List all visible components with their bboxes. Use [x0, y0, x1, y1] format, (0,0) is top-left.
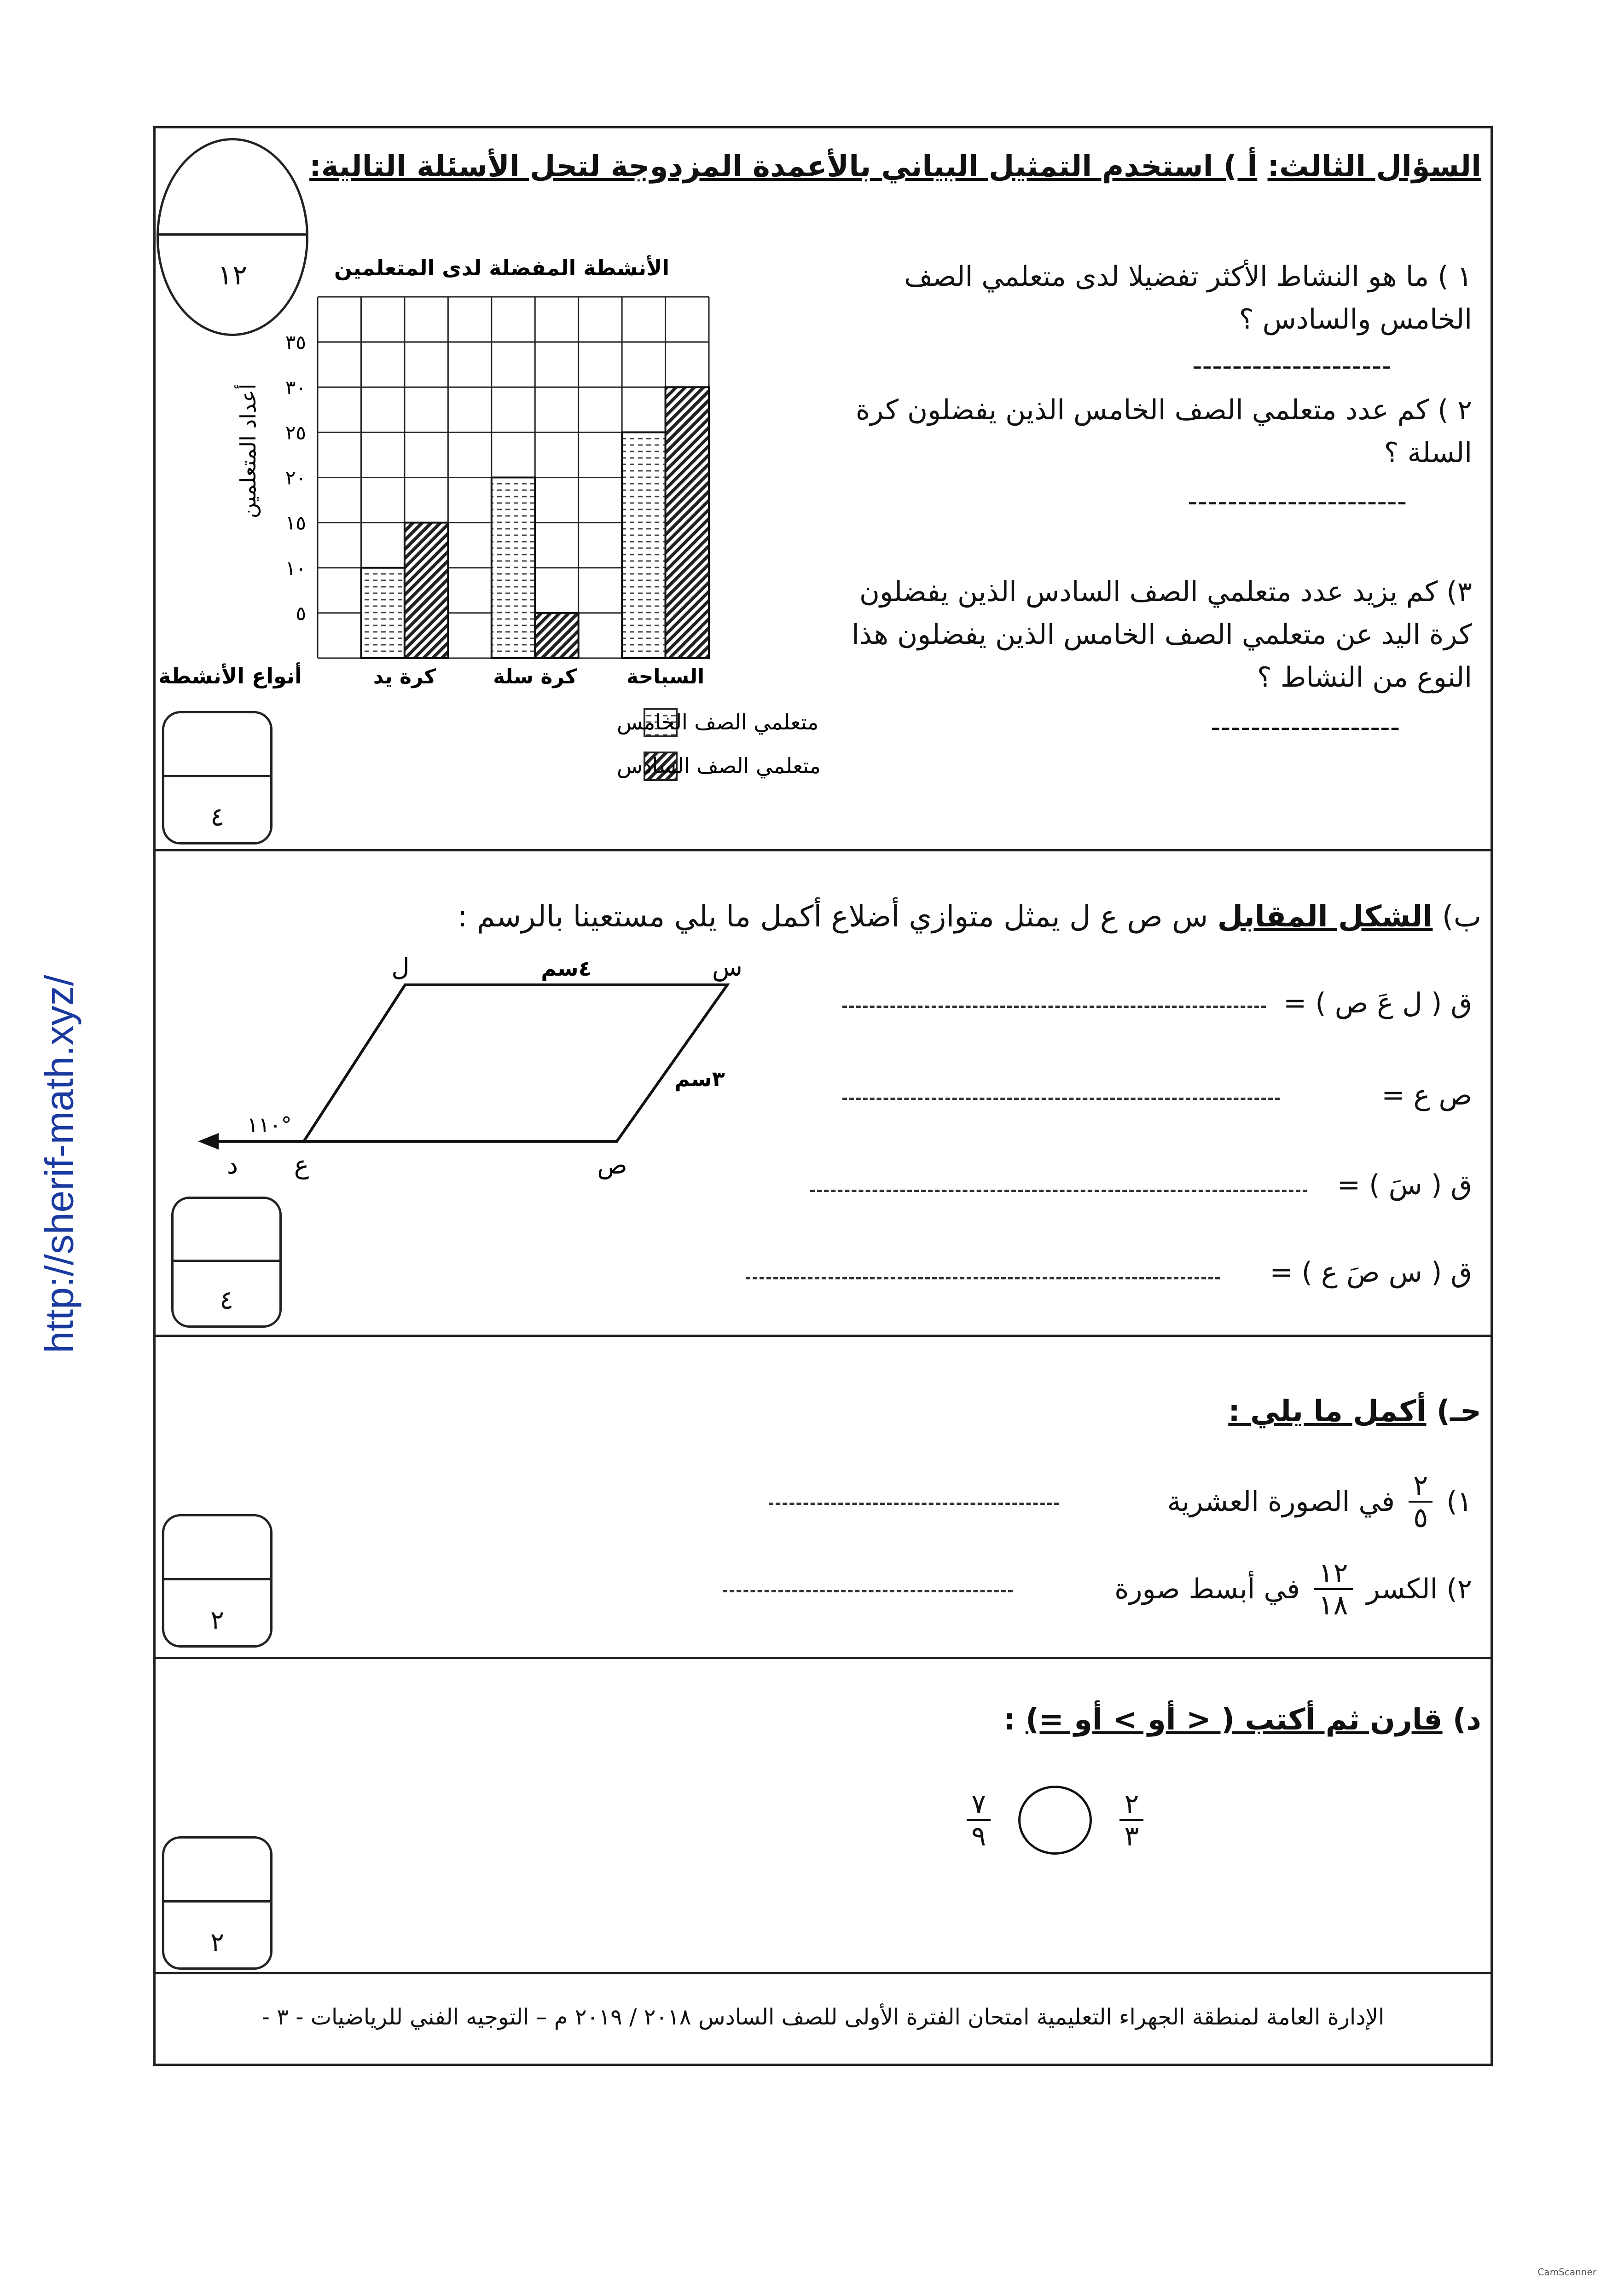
- answer-line-2[interactable]: ----------------------: [1188, 486, 1407, 518]
- chart-x-ticks: [373, 665, 704, 688]
- bar-fifth-0: [361, 568, 404, 658]
- fraction-numerator: ٢: [1409, 1470, 1433, 1503]
- part-b-text: س ص ع ل يمثل متوازي أضلاع أكمل ما يلي مستعينا بالرسم :: [457, 900, 1208, 934]
- total-score: ١٢: [217, 259, 248, 291]
- question-3: ٣) كم يزيد عدد متعلمي الصف السادس الذين يفضلون كرة اليد عن متعلمي الصف الخامس الذين يفضلون هذا النوع من النشاط ؟: [852, 576, 1472, 694]
- arrow-head: [198, 1133, 219, 1150]
- part-b-answer-3[interactable]: [810, 1190, 1307, 1192]
- fraction-numerator: ١٢: [1314, 1558, 1352, 1590]
- watermark-url[interactable]: http://sherif-math.xyz/: [37, 975, 82, 1353]
- part-c-score-box: [162, 1514, 273, 1648]
- chart-xlabel: أنواع الأنشطة: [158, 664, 302, 688]
- legend-label-sixth: متعلمي الصف السادس: [617, 753, 821, 778]
- part-c-score: ٢: [210, 1605, 225, 1635]
- y-tick-label: ١٠: [285, 556, 306, 579]
- y-tick-label: ٣٠: [285, 376, 306, 399]
- bar-sixth-1: [535, 613, 578, 658]
- part-d-heading: [1003, 1703, 1481, 1737]
- part-c-item-1-prefix: ١): [1446, 1486, 1472, 1518]
- part-b-title: الشكل المقابل: [1217, 900, 1433, 934]
- bar-sixth-0: [405, 523, 448, 658]
- part-c-item-1-text: في الصورة العشرية: [1167, 1486, 1395, 1518]
- vertex-s: س: [712, 953, 742, 982]
- part-b-item-4: ق ( س صَ ع ) =: [1270, 1256, 1472, 1289]
- part-c-item-2: [1114, 1558, 1472, 1620]
- part-a-score: ٤: [210, 802, 225, 832]
- part-c-title: أكمل ما يلي :: [1228, 1394, 1427, 1428]
- footer-text: الإدارة العامة لمنطقة الجهراء التعليمية امتحان الفترة الأولى للصف السادس ٢٠١٨ / ٢٠١٩ م – التوجيه الفني للرياضيات - ٣ -: [261, 2004, 1385, 2030]
- side-top-length: ٤سم: [541, 956, 592, 981]
- part-d-label: د): [1452, 1703, 1481, 1737]
- part-b-answer-2[interactable]: [842, 1098, 1280, 1100]
- q3-heading: السؤال الثالث:: [1267, 150, 1481, 184]
- comparison-circle[interactable]: [1018, 1786, 1092, 1855]
- divider-c: [153, 1657, 1493, 1659]
- x-tick-label: كرة يد: [373, 665, 436, 688]
- point-dal: د: [226, 1151, 238, 1180]
- part-c-answer-2[interactable]: [723, 1590, 1013, 1592]
- side-right-length: ٣سم: [674, 1066, 725, 1091]
- exterior-angle: ١١٠°: [247, 1112, 292, 1137]
- part-d-score: ٢: [210, 1927, 225, 1957]
- part-a-score-box: [162, 711, 273, 844]
- question-1: ١ ) ما هو النشاط الأكثر تفضيلا لدى متعلمي الصف الخامس والسادس ؟: [904, 260, 1472, 335]
- y-tick-label: ٢٥: [285, 421, 306, 444]
- part-b-item-2: ص ع =: [1381, 1079, 1472, 1111]
- part-c-item-1: [1167, 1470, 1472, 1533]
- q3-heading-line: [309, 150, 1481, 184]
- fraction-denominator: ٩: [971, 1820, 986, 1852]
- fraction-denominator: ٣: [1124, 1820, 1139, 1852]
- parallelogram-figure: [184, 948, 783, 1206]
- part-b-item-3: ق ( سَ ) =: [1337, 1169, 1472, 1201]
- part-b-answer-4[interactable]: [746, 1277, 1220, 1279]
- part-c-item-2-prefix: ٢) الكسر: [1366, 1573, 1472, 1605]
- chart-title: الأنشطة المفضلة لدى المتعلمين: [334, 255, 670, 280]
- part-b-item-1: ق ( ل عَ ص ) =: [1283, 987, 1472, 1019]
- part-c-heading: [1228, 1394, 1481, 1428]
- answer-line-3[interactable]: -------------------: [1211, 711, 1400, 743]
- bar-sixth-2: [666, 387, 709, 658]
- part-d-colon: :: [1003, 1703, 1015, 1737]
- x-tick-label: كرة سلة: [493, 665, 577, 688]
- part-c-item-2-text: في أبسط صورة: [1114, 1573, 1300, 1605]
- part-b-heading: [458, 900, 1481, 934]
- fraction-numerator: ٧: [967, 1789, 991, 1821]
- fraction-numerator: ٢: [1119, 1789, 1143, 1821]
- y-tick-label: ١٥: [285, 511, 306, 534]
- fraction-12-18: [1314, 1558, 1352, 1620]
- y-tick-label: ٥: [296, 601, 306, 625]
- question-2: ٢ ) كم عدد متعلمي الصف الخامس الذين يفضلون كرة السلة ؟: [855, 394, 1472, 469]
- vertex-sad: ص: [597, 1151, 627, 1180]
- vertex-ain: ع: [294, 1151, 309, 1180]
- chart-y-ticks: [285, 331, 306, 625]
- part-c-label: حـ): [1436, 1394, 1481, 1428]
- part-c-answer-1[interactable]: [769, 1503, 1059, 1505]
- y-tick-label: ٣٥: [285, 331, 306, 354]
- fraction-7-9: [967, 1789, 991, 1851]
- divider-b: [153, 1335, 1493, 1337]
- legend-label-fifth: متعلمي الصف الخامس: [617, 710, 819, 734]
- chart-ylabel: أعداد المتعلمين: [236, 383, 261, 519]
- part-b-score-box: [171, 1197, 282, 1328]
- divider-a: [153, 849, 1493, 851]
- part-d-title: قارن ثم أكتب ( < أو > أو =): [1025, 1703, 1443, 1737]
- x-tick-label: السباحة: [626, 665, 705, 688]
- answer-line-1[interactable]: --------------------: [1192, 350, 1392, 382]
- part-b-score: ٤: [219, 1285, 234, 1315]
- q3-heading-rest: أ ) استخدم التمثيل البياني بالأعمدة المزدوجة لتحل الأسئلة التالية:: [309, 150, 1258, 184]
- comparison-row: [967, 1786, 1143, 1855]
- part-b-answer-1[interactable]: [842, 1006, 1266, 1008]
- fraction-2-3: [1119, 1789, 1143, 1851]
- divider-d: [153, 1972, 1493, 1974]
- fraction-denominator: ٥: [1413, 1502, 1428, 1534]
- part-b-label: ب): [1442, 900, 1481, 934]
- vertex-l: ل: [391, 953, 410, 982]
- bar-fifth-1: [492, 478, 535, 659]
- scanner-note: CamScanner: [1537, 2267, 1596, 2278]
- part-d-score-box: [162, 1836, 273, 1970]
- fraction-denominator: ١٨: [1318, 1589, 1348, 1621]
- bar-fifth-2: [622, 432, 665, 658]
- parallelogram: [304, 985, 727, 1141]
- fraction-2-5: [1409, 1470, 1433, 1533]
- y-tick-label: ٢٠: [285, 466, 306, 489]
